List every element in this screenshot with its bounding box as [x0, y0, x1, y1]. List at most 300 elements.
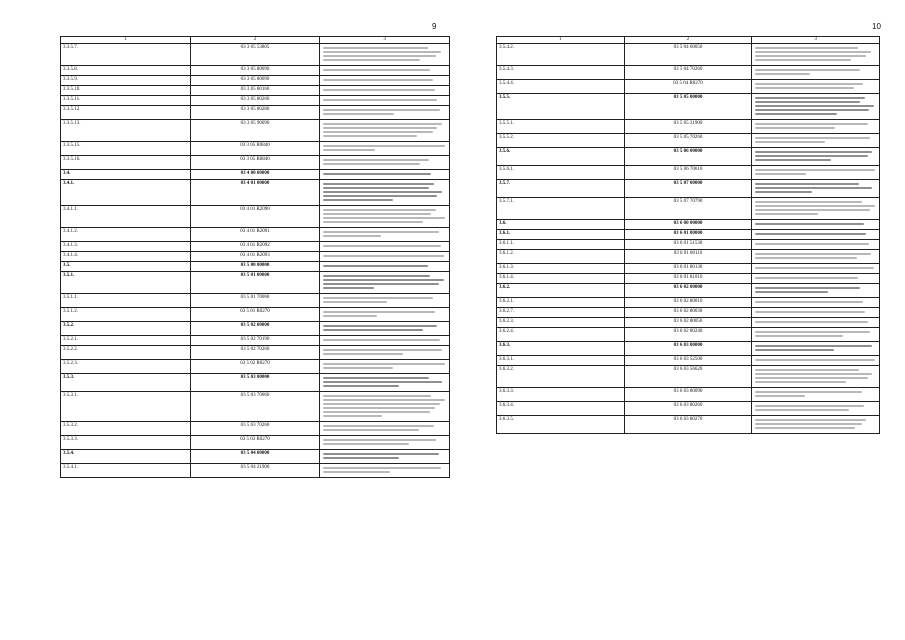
column-number-2: 2	[190, 37, 320, 44]
row-number: 3.5.4.3.	[497, 66, 625, 80]
row-description	[752, 328, 880, 342]
text-line	[323, 353, 403, 355]
text-line	[755, 151, 872, 153]
right-table-body	[497, 44, 880, 434]
row-number: 3.4.	[61, 170, 191, 180]
text-line	[323, 407, 435, 409]
text-line	[755, 301, 862, 303]
text-line	[755, 419, 866, 421]
row-number: 3.6.	[497, 220, 625, 230]
text-line	[323, 149, 375, 151]
row-code: 03 6 01 81010	[624, 274, 752, 284]
row-code: 03 3 05 90090	[190, 120, 320, 142]
row-number: 3.6.1.1.	[497, 240, 625, 250]
row-description	[752, 308, 880, 318]
row-code: 03 6 03 80260	[624, 402, 752, 416]
row-description	[320, 294, 450, 308]
text-line	[755, 311, 865, 313]
text-line	[755, 377, 867, 379]
text-line	[755, 113, 837, 115]
column-number-2: 2	[624, 37, 752, 44]
text-line	[755, 373, 872, 375]
row-code: 03 5 06 00000	[624, 148, 752, 166]
row-number: 3.6.1.	[497, 230, 625, 240]
row-description	[320, 120, 450, 142]
row-description	[752, 220, 880, 230]
row-code: 03 5 05 21900	[624, 120, 752, 134]
text-line	[323, 411, 430, 413]
row-code: 03 6 03 00000	[624, 342, 752, 356]
text-line	[323, 349, 442, 351]
row-number: 3.6.3.2.	[497, 366, 625, 388]
row-number: 3.3.5.7.	[61, 44, 191, 66]
table-row	[497, 180, 880, 198]
text-line	[323, 199, 393, 201]
text-line	[323, 145, 444, 147]
row-code: 03 6 03 52500	[624, 356, 752, 366]
text-line	[323, 113, 394, 115]
row-description	[320, 76, 450, 86]
text-line	[755, 127, 835, 129]
text-line	[755, 321, 867, 323]
row-number: 3.5.2.3.	[61, 360, 191, 374]
text-line	[755, 187, 872, 189]
table-row	[497, 274, 880, 284]
row-code: 03 5 04 00000	[190, 450, 320, 464]
row-description	[320, 436, 450, 450]
column-number-1: 1	[497, 37, 625, 44]
text-line	[323, 265, 427, 267]
row-description	[320, 374, 450, 392]
text-line	[755, 169, 874, 171]
table-row	[61, 106, 450, 120]
row-description	[752, 342, 880, 356]
row-description	[752, 166, 880, 180]
text-line	[323, 213, 431, 215]
row-code: 03 4 01 R2090	[190, 206, 320, 228]
row-description	[752, 94, 880, 120]
row-code: 03 3 05 80260	[190, 96, 320, 106]
row-code: 03 5 04 60050	[624, 44, 752, 66]
row-code: 03 5 02 R0270	[190, 360, 320, 374]
row-number: 3.5.2.2.	[61, 346, 191, 360]
table-row	[61, 336, 450, 346]
row-code: 03 6 03 80270	[624, 416, 752, 434]
row-code: 03 4 01 R2093	[190, 252, 320, 262]
row-code: 03 6 00 00000	[624, 220, 752, 230]
row-number: 3.5.	[61, 262, 191, 272]
table-row	[61, 180, 450, 206]
column-number-row	[497, 37, 880, 44]
table-row	[61, 346, 450, 360]
text-line	[755, 59, 850, 61]
row-description	[752, 230, 880, 240]
text-line	[323, 301, 387, 303]
row-description	[320, 96, 450, 106]
text-line	[755, 257, 856, 259]
text-line	[755, 69, 860, 71]
table-row	[61, 142, 450, 156]
row-number: 3.4.1.1.	[61, 206, 191, 228]
table-row	[497, 284, 880, 298]
table-row	[61, 308, 450, 322]
table-row	[61, 228, 450, 242]
row-code: 03 6 03 56620	[624, 366, 752, 388]
text-line	[323, 89, 435, 91]
table-row	[61, 294, 450, 308]
table-row	[61, 156, 450, 170]
text-line	[755, 201, 861, 203]
row-code: 03 6 02 80010	[624, 298, 752, 308]
text-line	[755, 335, 843, 337]
row-number: 3.6.2.	[497, 284, 625, 298]
table-row	[497, 342, 880, 356]
row-code: 03 5 05 70260	[624, 134, 752, 148]
text-line	[323, 403, 440, 405]
text-line	[323, 55, 436, 57]
table-row	[497, 240, 880, 250]
text-line	[755, 141, 825, 143]
text-line	[323, 245, 441, 247]
table-row	[497, 148, 880, 166]
row-number: 3.5.2.	[61, 322, 191, 336]
text-line	[755, 105, 873, 107]
text-line	[323, 131, 432, 133]
row-description	[752, 198, 880, 220]
text-line	[323, 381, 442, 383]
row-number: 3.6.1.4.	[497, 274, 625, 284]
text-line	[323, 363, 444, 365]
text-line	[755, 359, 874, 361]
table-row	[61, 450, 450, 464]
row-code: 03 6 01 80110	[624, 250, 752, 264]
row-description	[320, 272, 450, 294]
row-description	[752, 148, 880, 166]
text-line	[755, 73, 809, 75]
row-number: 3.3.5.15.	[61, 142, 191, 156]
table-row	[497, 328, 880, 342]
table-row	[61, 170, 450, 180]
row-description	[320, 392, 450, 422]
row-description	[320, 450, 450, 464]
text-line	[755, 191, 812, 193]
table-row	[497, 250, 880, 264]
table-row	[61, 464, 450, 478]
text-line	[323, 415, 382, 417]
table-row	[497, 366, 880, 388]
text-line	[323, 311, 435, 313]
row-description	[320, 464, 450, 478]
table-row	[497, 388, 880, 402]
text-line	[323, 47, 427, 49]
row-number: 3.5.2.1.	[61, 336, 191, 346]
text-line	[755, 381, 846, 383]
row-number: 3.3.5.13.	[61, 120, 191, 142]
row-description	[752, 366, 880, 388]
column-number-3: 3	[320, 37, 450, 44]
text-line	[755, 243, 868, 245]
row-description	[752, 274, 880, 284]
table-row	[61, 252, 450, 262]
row-number: 3.6.1.2.	[497, 250, 625, 264]
row-code: 03 5 06 70610	[624, 166, 752, 180]
table-row	[61, 242, 450, 252]
row-code: 03 6 01 80130	[624, 264, 752, 274]
column-number-3: 3	[752, 37, 880, 44]
table-row	[61, 76, 450, 86]
row-description	[752, 240, 880, 250]
text-line	[755, 55, 866, 57]
row-number: 3.6.2.3.	[497, 318, 625, 328]
text-line	[755, 391, 861, 393]
row-code: 03 3 05 53805	[190, 44, 320, 66]
row-code: 03 4 01 R2092	[190, 242, 320, 252]
row-number: 3.4.1.4.	[61, 252, 191, 262]
text-line	[755, 109, 868, 111]
text-line	[323, 187, 429, 189]
row-description	[320, 206, 450, 228]
row-description	[752, 134, 880, 148]
row-number: 3.3.5.9.	[61, 76, 191, 86]
row-code: 03 5 02 70190	[190, 336, 320, 346]
row-number: 3.5.3.1.	[61, 392, 191, 422]
row-description	[752, 388, 880, 402]
row-description	[752, 44, 880, 66]
text-line	[323, 209, 436, 211]
text-line	[755, 205, 874, 207]
text-line	[323, 315, 377, 317]
table-row	[497, 120, 880, 134]
text-line	[755, 427, 855, 429]
row-number: 3.3.5.16.	[61, 156, 191, 170]
table-row	[61, 360, 450, 374]
row-description	[320, 156, 450, 170]
row-description	[752, 66, 880, 80]
text-line	[323, 221, 422, 223]
row-description	[320, 262, 450, 272]
row-description	[320, 360, 450, 374]
table-row	[61, 422, 450, 436]
row-description	[320, 422, 450, 436]
table-row	[497, 66, 880, 80]
text-line	[755, 209, 870, 211]
table-row	[497, 230, 880, 240]
text-line	[323, 79, 432, 81]
text-line	[323, 255, 443, 257]
table-row	[497, 356, 880, 366]
row-description	[752, 402, 880, 416]
row-description	[752, 80, 880, 94]
text-line	[323, 163, 420, 165]
table-row	[61, 44, 450, 66]
row-number: 3.3.5.12.	[61, 106, 191, 120]
row-code: 03 5 01 00000	[190, 272, 320, 294]
text-line	[323, 443, 409, 445]
text-line	[755, 159, 831, 161]
text-line	[323, 231, 438, 233]
row-code: 03 5 05 00000	[624, 94, 752, 120]
text-line	[323, 385, 399, 387]
row-code: 03 6 02 80030	[624, 308, 752, 318]
page-number-left: 9	[432, 22, 437, 31]
text-line	[323, 339, 440, 341]
row-number: 3.6.3.5.	[497, 416, 625, 434]
left-table-body	[61, 44, 450, 478]
left-page	[60, 36, 450, 478]
text-line	[323, 135, 416, 137]
row-number: 3.5.1.2.	[61, 308, 191, 322]
row-number: 3.5.5.	[497, 94, 625, 120]
table-row	[61, 66, 450, 76]
text-line	[755, 173, 806, 175]
row-description	[320, 228, 450, 242]
row-description	[752, 356, 880, 366]
right-page	[496, 36, 880, 434]
table-row	[497, 308, 880, 318]
row-description	[320, 180, 450, 206]
table-row	[497, 298, 880, 308]
table-row	[497, 220, 880, 230]
row-code: 03 5 04 21900	[190, 464, 320, 478]
text-line	[323, 99, 437, 101]
row-number: 3.5.3.	[61, 374, 191, 392]
text-line	[755, 137, 870, 139]
text-line	[323, 51, 441, 53]
row-number: 3.5.1.1.	[61, 294, 191, 308]
text-line	[755, 345, 872, 347]
table-row	[497, 94, 880, 120]
table-row	[61, 272, 450, 294]
row-code: 03 6 03 80090	[624, 388, 752, 402]
table-row	[497, 264, 880, 274]
text-line	[755, 287, 860, 289]
text-line	[755, 213, 818, 215]
row-number: 3.6.1.3.	[497, 264, 625, 274]
text-line	[323, 425, 433, 427]
text-line	[323, 287, 373, 289]
row-code: 03 6 02 00000	[624, 284, 752, 298]
column-number-1: 1	[61, 37, 191, 44]
row-description	[752, 120, 880, 134]
row-description	[752, 284, 880, 298]
text-line	[323, 235, 381, 237]
text-line	[323, 439, 436, 441]
row-code: 03 5 07 70790	[624, 198, 752, 220]
text-line	[755, 423, 861, 425]
row-code: 03 4 01 R2091	[190, 228, 320, 242]
text-line	[323, 159, 429, 161]
table-row	[61, 96, 450, 106]
text-line	[755, 83, 862, 85]
text-line	[755, 183, 859, 185]
row-number: 3.5.4.2.	[497, 44, 625, 66]
row-code: 03 6 02 80050	[624, 318, 752, 328]
text-line	[755, 47, 858, 49]
row-code: 03 4 01 00000	[190, 180, 320, 206]
text-line	[323, 399, 444, 401]
text-line	[323, 297, 432, 299]
text-line	[323, 467, 441, 469]
row-number: 3.5.6.	[497, 148, 625, 166]
row-code: 03 6 01 00000	[624, 230, 752, 240]
row-number: 3.5.3.3.	[61, 436, 191, 450]
table-row	[497, 80, 880, 94]
text-line	[755, 97, 865, 99]
text-line	[323, 173, 431, 175]
text-line	[323, 471, 389, 473]
row-number: 3.6.3.4.	[497, 402, 625, 416]
table-row	[497, 318, 880, 328]
text-line	[323, 279, 443, 281]
row-number: 3.4.1.	[61, 180, 191, 206]
row-number: 3.5.3.2.	[61, 422, 191, 436]
text-line	[323, 59, 420, 61]
row-description	[320, 44, 450, 66]
text-line	[323, 191, 442, 193]
row-description	[320, 252, 450, 262]
row-code: 03 3 05 R0840	[190, 142, 320, 156]
text-line	[755, 267, 873, 269]
row-number: 3.3.5.11.	[61, 96, 191, 106]
row-code: 03 5 03 R0270	[190, 436, 320, 450]
row-code: 03 5 03 00000	[190, 374, 320, 392]
row-code: 03 4 00 00000	[190, 170, 320, 180]
text-line	[323, 127, 437, 129]
column-number-row	[61, 37, 450, 44]
row-code: 03 3 05 80090	[190, 66, 320, 76]
row-description	[752, 298, 880, 308]
text-line	[323, 275, 430, 277]
row-description	[752, 318, 880, 328]
row-description	[320, 66, 450, 76]
text-line	[323, 195, 437, 197]
row-code: 03 5 01 R0270	[190, 308, 320, 322]
text-line	[755, 51, 871, 53]
row-number: 3.5.6.1.	[497, 166, 625, 180]
row-code: 03 5 03 70260	[190, 422, 320, 436]
text-line	[755, 277, 858, 279]
row-description	[320, 336, 450, 346]
row-number: 3.6.2.1.	[497, 298, 625, 308]
text-line	[323, 395, 431, 397]
table-row	[61, 86, 450, 96]
row-description	[752, 250, 880, 264]
table-row	[497, 402, 880, 416]
row-description	[320, 322, 450, 336]
text-line	[323, 123, 442, 125]
text-line	[755, 369, 859, 371]
row-number: 3.5.7.	[497, 180, 625, 198]
right-table	[496, 36, 880, 434]
text-line	[755, 223, 864, 225]
table-row	[497, 198, 880, 220]
text-line	[323, 429, 419, 431]
text-line	[323, 377, 429, 379]
table-row	[497, 44, 880, 66]
row-number: 3.4.1.2.	[61, 228, 191, 242]
text-line	[323, 183, 433, 185]
table-row	[61, 436, 450, 450]
text-line	[755, 349, 833, 351]
row-number: 3.6.3.	[497, 342, 625, 356]
row-code: 03 5 04 R0270	[624, 80, 752, 94]
row-description	[320, 86, 450, 96]
row-code: 03 3 05 80280	[190, 106, 320, 120]
row-number: 3.5.4.4.	[497, 80, 625, 94]
table-row	[497, 166, 880, 180]
table-row	[497, 416, 880, 434]
row-number: 3.5.5.2.	[497, 134, 625, 148]
